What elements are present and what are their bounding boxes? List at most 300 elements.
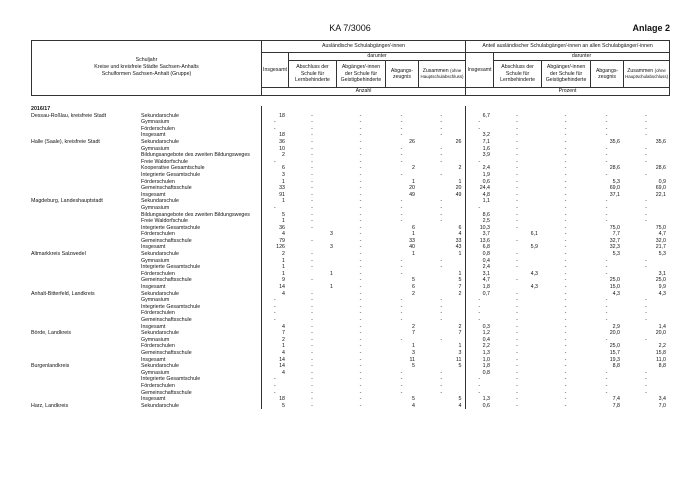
value-cell: 19,3 — [609, 356, 620, 363]
value-cell: 2 — [418, 324, 465, 331]
value-cell: - — [564, 185, 567, 192]
value-cell: - — [478, 297, 481, 304]
value-cell: - — [645, 310, 647, 317]
value-cell: - — [564, 270, 567, 277]
value-cell: - — [418, 264, 465, 271]
district-cell — [31, 324, 141, 331]
value-cell: 2 — [418, 165, 465, 172]
value-cell: 4 — [418, 231, 465, 238]
value-cell: - — [311, 356, 313, 363]
col-abschluss-2: Abschluss der Schule für Lernbehinderte — [494, 61, 542, 88]
value-cell: 3 — [330, 244, 333, 251]
value-cell: 6,1 — [530, 231, 538, 238]
value-cell: - — [418, 218, 465, 225]
value-cell: - — [516, 191, 518, 198]
value-cell: - — [261, 383, 288, 390]
value-cell: - — [359, 171, 362, 178]
table-row — [31, 324, 669, 331]
district-cell — [31, 231, 141, 238]
school-type-cell: Freie Waldorfschule — [141, 158, 188, 165]
value-cell: - — [645, 158, 647, 165]
value-cell: - — [564, 231, 567, 238]
school-type-cell: Gymnasium — [141, 257, 170, 264]
school-type-cell: Sekundarschule — [141, 138, 179, 145]
value-cell: - — [359, 356, 362, 363]
value-cell: - — [311, 204, 313, 211]
value-cell: - — [359, 277, 362, 284]
value-cell: - — [359, 323, 362, 330]
table-row — [31, 363, 669, 370]
value-cell: - — [311, 402, 313, 409]
table-row — [31, 376, 669, 383]
value-cell: 4 — [261, 231, 288, 238]
value-cell: - — [400, 376, 403, 383]
district-cell — [31, 238, 141, 245]
value-cell: 3,7 — [482, 231, 490, 238]
value-cell: - — [400, 336, 403, 343]
value-cell: - — [311, 132, 313, 139]
group-foreign-graduates: Ausländische Schulabgänger/-innen — [262, 41, 466, 53]
value-cell: - — [516, 290, 518, 297]
value-cell: 18 — [261, 132, 288, 139]
col-abgangszeugnis-2: Abgangs-zeugnis — [591, 61, 624, 88]
value-cell: - — [311, 343, 313, 350]
value-cell: - — [564, 191, 567, 198]
value-cell: 1 — [412, 231, 415, 238]
district-cell — [31, 264, 141, 271]
value-cell: - — [564, 237, 567, 244]
value-cell: 2 — [412, 165, 415, 172]
value-cell: - — [516, 171, 518, 178]
value-cell: - — [564, 369, 567, 376]
table-row — [31, 291, 669, 298]
value-cell: - — [645, 369, 647, 376]
school-type-cell: Integrierte Gesamtschule — [141, 171, 201, 178]
value-cell: - — [359, 330, 362, 337]
value-cell: 5 — [418, 396, 465, 403]
table-row — [31, 310, 669, 317]
value-cell: - — [359, 132, 362, 139]
value-cell: - — [605, 303, 608, 310]
value-cell: - — [516, 277, 518, 284]
table-row — [31, 198, 669, 205]
value-cell: 49 — [409, 191, 415, 198]
value-cell: - — [564, 204, 567, 211]
school-type-cell: Insgesamt — [141, 323, 166, 330]
value-cell: - — [311, 158, 313, 165]
table-row — [31, 179, 669, 186]
value-cell: - — [516, 211, 518, 218]
value-cell: 1 — [412, 251, 415, 258]
value-cell: 75,0 — [655, 224, 666, 231]
value-cell: - — [418, 205, 465, 212]
value-cell: - — [516, 125, 518, 132]
value-cell: 7,7 — [612, 231, 620, 238]
table-row — [31, 383, 669, 390]
table-header — [31, 40, 670, 96]
value-cell: - — [645, 317, 647, 323]
value-cell: 1 — [330, 270, 333, 277]
value-cell: - — [516, 198, 518, 205]
school-type-cell: Sekundarschule — [141, 198, 179, 205]
value-cell: 1 — [261, 198, 288, 205]
table-row — [31, 119, 669, 126]
value-cell: - — [418, 159, 465, 166]
value-cell: - — [359, 382, 362, 389]
value-cell: - — [516, 237, 518, 244]
value-cell: 20 — [409, 185, 415, 192]
district-cell: Harz, Landkreis — [31, 402, 69, 409]
value-cell: - — [359, 396, 362, 403]
district-cell — [31, 396, 141, 403]
annex-label: Anlage 2 — [632, 23, 670, 33]
value-cell: - — [564, 211, 567, 218]
value-cell: 91 — [261, 192, 288, 199]
value-cell: 13,6 — [479, 237, 490, 244]
school-type-cell: Gymnasium — [141, 204, 170, 211]
value-cell: 36 — [261, 139, 288, 146]
value-cell: - — [359, 165, 362, 172]
value-cell: - — [605, 317, 608, 323]
value-cell: - — [418, 119, 465, 126]
value-cell: - — [478, 389, 481, 396]
value-cell: - — [516, 356, 518, 363]
value-cell: - — [400, 317, 403, 323]
table-row — [31, 258, 669, 265]
value-cell: 4,7 — [658, 231, 666, 238]
value-cell: - — [311, 323, 313, 330]
district-cell: Anhalt-Bitterfeld, Landkreis — [31, 290, 95, 297]
value-cell: 4 — [418, 403, 465, 410]
value-cell: - — [478, 303, 481, 310]
school-type-cell: Förderschulen — [141, 343, 175, 350]
value-cell: - — [359, 198, 362, 205]
value-cell: 3,2 — [482, 132, 490, 139]
value-cell: - — [564, 343, 567, 350]
value-cell: 0,4 — [482, 336, 490, 343]
value-cell: - — [418, 113, 465, 120]
value-cell: 4 — [261, 291, 288, 298]
value-cell: - — [359, 264, 362, 271]
value-cell: 11 — [418, 357, 465, 364]
district-cell — [31, 152, 141, 159]
value-cell: 15,7 — [609, 349, 620, 356]
value-cell: 0,4 — [482, 257, 490, 264]
value-cell: - — [359, 343, 362, 350]
value-cell: - — [359, 257, 362, 264]
value-cell: 6 — [418, 225, 465, 232]
value-cell: - — [564, 376, 567, 383]
district-cell — [31, 225, 141, 232]
value-cell: 2,2 — [658, 343, 666, 350]
school-type-cell: Gymnasium — [141, 297, 170, 304]
value-cell: - — [564, 277, 567, 284]
value-cell: - — [645, 303, 647, 310]
col-abgaenger-1: Abgänger/-innen der Schule für Geistigbehinderte — [337, 61, 386, 88]
value-cell: 7 — [412, 330, 415, 337]
value-cell: - — [418, 212, 465, 219]
district-cell — [31, 284, 141, 291]
school-type-cell: Insgesamt — [141, 284, 166, 291]
value-cell: - — [564, 132, 567, 139]
value-cell: - — [311, 119, 313, 126]
value-cell: - — [400, 389, 403, 396]
value-cell: - — [418, 310, 465, 317]
value-cell: - — [605, 310, 608, 317]
value-cell: - — [359, 211, 362, 218]
value-cell: 5,3 — [658, 251, 666, 258]
value-cell: - — [478, 125, 481, 132]
value-cell: - — [564, 171, 567, 178]
value-cell: 4,3 — [530, 270, 538, 277]
value-cell: - — [400, 218, 403, 225]
value-cell: 33 — [409, 237, 415, 244]
district-cell — [31, 317, 141, 324]
value-cell: - — [359, 237, 362, 244]
district-cell — [31, 376, 141, 383]
school-type-cell: Sekundarschule — [141, 402, 179, 409]
table-row — [31, 225, 669, 232]
table-row — [31, 218, 669, 225]
value-cell: 3,1 — [658, 270, 666, 277]
district-cell — [31, 126, 141, 133]
value-cell: - — [564, 402, 567, 409]
value-cell: - — [564, 389, 567, 396]
school-type-cell: Integrierte Gesamtschule — [141, 303, 201, 310]
value-cell: 25,0 — [655, 277, 666, 284]
value-cell: - — [359, 224, 362, 231]
value-cell: - — [359, 317, 362, 323]
value-cell: - — [359, 251, 362, 258]
value-cell: - — [311, 112, 313, 119]
value-cell: 0,9 — [658, 178, 666, 185]
district-cell — [31, 343, 141, 350]
value-cell: - — [564, 323, 567, 330]
value-cell: 1 — [418, 251, 465, 258]
value-cell: - — [645, 218, 647, 225]
value-cell: - — [311, 145, 313, 152]
data-table — [31, 106, 669, 409]
value-cell: - — [261, 119, 288, 126]
value-cell: - — [311, 191, 313, 198]
value-cell: 24,4 — [479, 185, 490, 192]
value-cell: 10,3 — [479, 224, 490, 231]
value-cell: 2,9 — [612, 323, 620, 330]
value-cell: 8,6 — [482, 211, 490, 218]
value-cell: - — [478, 119, 481, 126]
value-cell: 2,4 — [482, 165, 490, 172]
value-cell: 9 — [261, 277, 288, 284]
school-type-cell: Sekundarschule — [141, 290, 179, 297]
value-cell: - — [400, 303, 403, 310]
table-row — [31, 357, 669, 364]
value-cell: - — [605, 376, 608, 383]
district-cell: Börde, Landkreis — [31, 330, 72, 337]
value-cell: - — [418, 390, 465, 397]
value-cell: - — [516, 185, 518, 192]
value-cell: - — [564, 317, 567, 323]
value-cell: - — [400, 132, 403, 139]
value-cell: - — [564, 158, 567, 165]
district-cell: Halle (Saale), kreisfreie Stadt — [31, 138, 100, 145]
value-cell: - — [564, 336, 567, 343]
value-cell: 25,0 — [609, 343, 620, 350]
district-cell — [31, 218, 141, 225]
table-row — [31, 152, 669, 159]
value-cell: - — [400, 310, 403, 317]
district-cell — [31, 271, 141, 278]
value-cell: - — [516, 152, 518, 159]
table-row — [31, 264, 669, 271]
value-cell: 1 — [261, 264, 288, 271]
value-cell: - — [359, 303, 362, 310]
value-cell: - — [311, 257, 313, 264]
value-cell: 14 — [261, 363, 288, 370]
school-type-cell: Gymnasium — [141, 145, 170, 152]
value-cell: - — [564, 125, 567, 132]
value-cell: - — [645, 264, 647, 271]
value-cell: - — [564, 165, 567, 172]
value-cell: 3 — [330, 231, 333, 238]
value-cell: - — [605, 158, 608, 165]
district-cell — [31, 159, 141, 166]
value-cell: - — [564, 284, 567, 291]
value-cell: - — [516, 264, 518, 271]
value-cell: - — [311, 211, 313, 218]
value-cell: - — [311, 125, 313, 132]
value-cell: 33 — [418, 238, 465, 245]
value-cell: 3,4 — [658, 396, 666, 403]
value-cell: - — [261, 205, 288, 212]
value-cell: 0,8 — [482, 369, 490, 376]
value-cell: - — [418, 370, 465, 377]
value-cell: 5,3 — [612, 251, 620, 258]
value-cell: - — [261, 297, 288, 304]
value-cell: 1,0 — [482, 356, 490, 363]
value-cell: - — [516, 132, 518, 139]
value-cell: - — [359, 290, 362, 297]
value-cell: - — [605, 264, 608, 271]
school-type-cell: Bildungsangebote des zweiten Bildungsweges — [141, 211, 250, 218]
value-cell: - — [400, 145, 403, 152]
value-cell: 4 — [412, 402, 415, 409]
value-cell: - — [400, 264, 403, 271]
value-cell: 32,3 — [609, 244, 620, 251]
value-cell: 1 — [412, 343, 415, 350]
value-cell: 2,5 — [482, 218, 490, 225]
value-cell: - — [311, 218, 313, 225]
value-cell: - — [645, 132, 647, 139]
value-cell: 28,6 — [655, 165, 666, 172]
value-cell: - — [516, 138, 518, 145]
value-cell: - — [400, 297, 403, 304]
value-cell: 4,3 — [658, 290, 666, 297]
value-cell: - — [564, 257, 567, 264]
value-cell: 28,6 — [609, 165, 620, 172]
table-row — [31, 231, 669, 238]
value-cell: - — [311, 165, 313, 172]
value-cell: - — [418, 376, 465, 383]
district-cell — [31, 383, 141, 390]
value-cell: - — [605, 171, 608, 178]
value-cell: - — [359, 119, 362, 126]
value-cell: 79 — [261, 238, 288, 245]
value-cell: - — [516, 145, 518, 152]
district-cell — [31, 172, 141, 179]
value-cell: - — [478, 376, 481, 383]
value-cell: 1,8 — [482, 363, 490, 370]
district-cell: Magdeburg, Landeshauptstadt — [31, 198, 103, 205]
district-cell: Burgenlandkreis — [31, 363, 70, 370]
value-cell: 20,0 — [655, 330, 666, 337]
school-type-cell: Förderschulen — [141, 270, 175, 277]
value-cell: 6,8 — [482, 244, 490, 251]
value-cell: 14 — [261, 357, 288, 364]
value-cell: 40 — [409, 244, 415, 251]
value-cell: 15,0 — [609, 284, 620, 291]
value-cell: 2 — [412, 290, 415, 297]
value-cell: 7,1 — [482, 138, 490, 145]
table-row — [31, 297, 669, 304]
value-cell: 2,4 — [482, 264, 490, 271]
value-cell: 1 — [412, 178, 415, 185]
value-cell: 7,0 — [658, 402, 666, 409]
table-row — [31, 126, 669, 133]
value-cell: 0,7 — [482, 290, 490, 297]
value-cell: 2 — [261, 337, 288, 344]
value-cell: - — [400, 204, 403, 211]
value-cell: - — [564, 224, 567, 231]
value-cell: - — [359, 191, 362, 198]
value-cell: - — [311, 297, 313, 304]
value-cell: 36 — [261, 225, 288, 232]
value-cell: - — [516, 112, 518, 119]
value-cell: - — [564, 138, 567, 145]
district-cell — [31, 370, 141, 377]
value-cell: 18 — [261, 113, 288, 120]
value-cell: 6 — [412, 284, 415, 291]
value-cell: - — [359, 204, 362, 211]
value-cell: 7,8 — [612, 402, 620, 409]
value-cell: - — [311, 396, 313, 403]
value-cell: - — [564, 290, 567, 297]
value-cell: - — [516, 336, 518, 343]
value-cell: - — [516, 330, 518, 337]
value-cell: - — [359, 125, 362, 132]
value-cell: 5 — [412, 363, 415, 370]
value-cell: 1,6 — [482, 145, 490, 152]
value-cell: 18 — [261, 396, 288, 403]
value-cell: - — [516, 178, 518, 185]
value-cell: - — [564, 382, 567, 389]
value-cell: 26 — [409, 138, 415, 145]
value-cell: 21,7 — [655, 244, 666, 251]
value-cell: - — [400, 369, 403, 376]
table-row — [31, 113, 669, 120]
header-corner: Schuljahr Kreise und kreisfreie Städte Sachsen-Anhalts Schulformen Sachsen-Anhalt (Gruppe) — [32, 41, 262, 96]
value-cell: 1,4 — [658, 323, 666, 330]
value-cell: - — [645, 204, 647, 211]
value-cell: - — [645, 389, 647, 396]
school-type-cell: Förderschulen — [141, 125, 175, 132]
value-cell: 1 — [330, 284, 333, 291]
district-cell — [31, 277, 141, 284]
district-cell — [31, 357, 141, 364]
value-cell: 32,0 — [655, 237, 666, 244]
school-type-cell: Integrierte Gesamtschule — [141, 264, 201, 271]
value-cell: - — [605, 389, 608, 396]
unit-anzahl: Anzahl — [262, 88, 466, 96]
